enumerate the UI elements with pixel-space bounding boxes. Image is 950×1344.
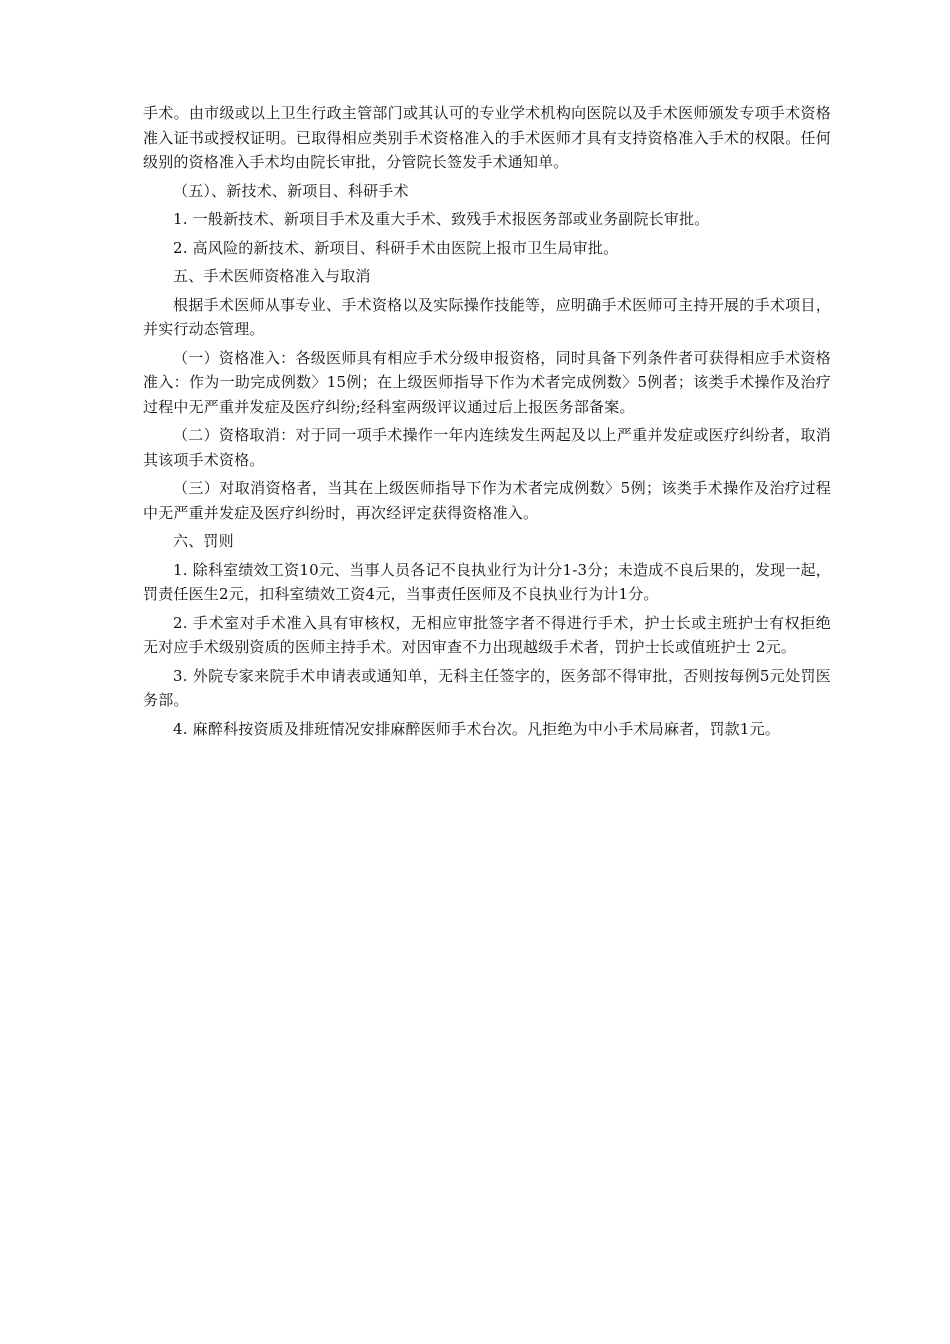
qualification-admission: （一）资格准入：各级医师具有相应手术分级申报资格，同时具备下列条件者可获得相应手术资格准入：作为一助完成例数〉15例；在上级医师指导下作为术者完成例数〉5例者；该类手术操作及治疗过程中无严重并发症及医疗纠纷;经科室两级评议通过后上报医务部备案。	[143, 348, 831, 416]
section-5-item-2: 2. 高风险的新技术、新项目、科研手术由医院上报市卫生局审批。	[173, 238, 619, 257]
section-5-heading: （五）、新技术、新项目、科研手术	[173, 181, 409, 200]
penalty-3: 3. 外院专家来院手术申请表或通知单，无科主任签字的，医务部不得审批，否则按每例5元处罚医务部。	[143, 666, 831, 709]
document-page	[143, 101, 831, 745]
qualification-cancel: （二）资格取消：对于同一项手术操作一年内连续发生两起及以上严重并发症或医疗纠纷者，取消其该项手术资格。	[143, 426, 831, 469]
qualification-restore: （三）对取消资格者，当其在上级医师指导下作为术者完成例数〉5例；该类手术操作及治疗过程中无严重并发症及医疗纠纷时，再次经评定获得资格准入。	[143, 479, 831, 522]
part-5-heading: 五、手术医师资格准入与取消	[173, 267, 371, 285]
penalty-2: 2. 手术室对手术准入具有审核权，无相应审批签字者不得进行手术，护士长或主班护士有权拒绝无对应手术级别资质的医师主持手术。对因审查不力出现越级手术者，罚护士长或值班护士 2元。	[143, 613, 831, 656]
part-6-heading: 六、罚则	[173, 532, 234, 550]
penalty-1: 1. 除科室绩效工资10元、当事人员各记不良执业行为计分1-3分；未造成不良后果的，发现一起，罚责任医生2元，扣科室绩效工资4元，当事责任医师及不良执业行为计1分。	[143, 560, 831, 603]
penalty-4: 4. 麻醉科按资质及排班情况安排麻醉医师手术台次。凡拒绝为中小手术局麻者，罚款1元。	[173, 719, 781, 738]
paragraph-intro-continuation: 手术。由市级或以上卫生行政主管部门或其认可的专业学术机构向医院以及手术医师颁发专项手术资格准入证书或授权证明。已取得相应类别手术资格准入的手术医师才具有支持资格准入手术的权限。任何级别的资格准入手术均由院长审批，分管院长签发手术通知单。	[143, 104, 831, 171]
part-5-intro: 根据手术医师从事专业、手术资格以及实际操作技能等，应明确手术医师可主持开展的手术项目，并实行动态管理。	[143, 295, 831, 338]
section-5-item-1: 1. 一般新技术、新项目手术及重大手术、致残手术报医务部或业务副院长审批。	[173, 210, 710, 228]
